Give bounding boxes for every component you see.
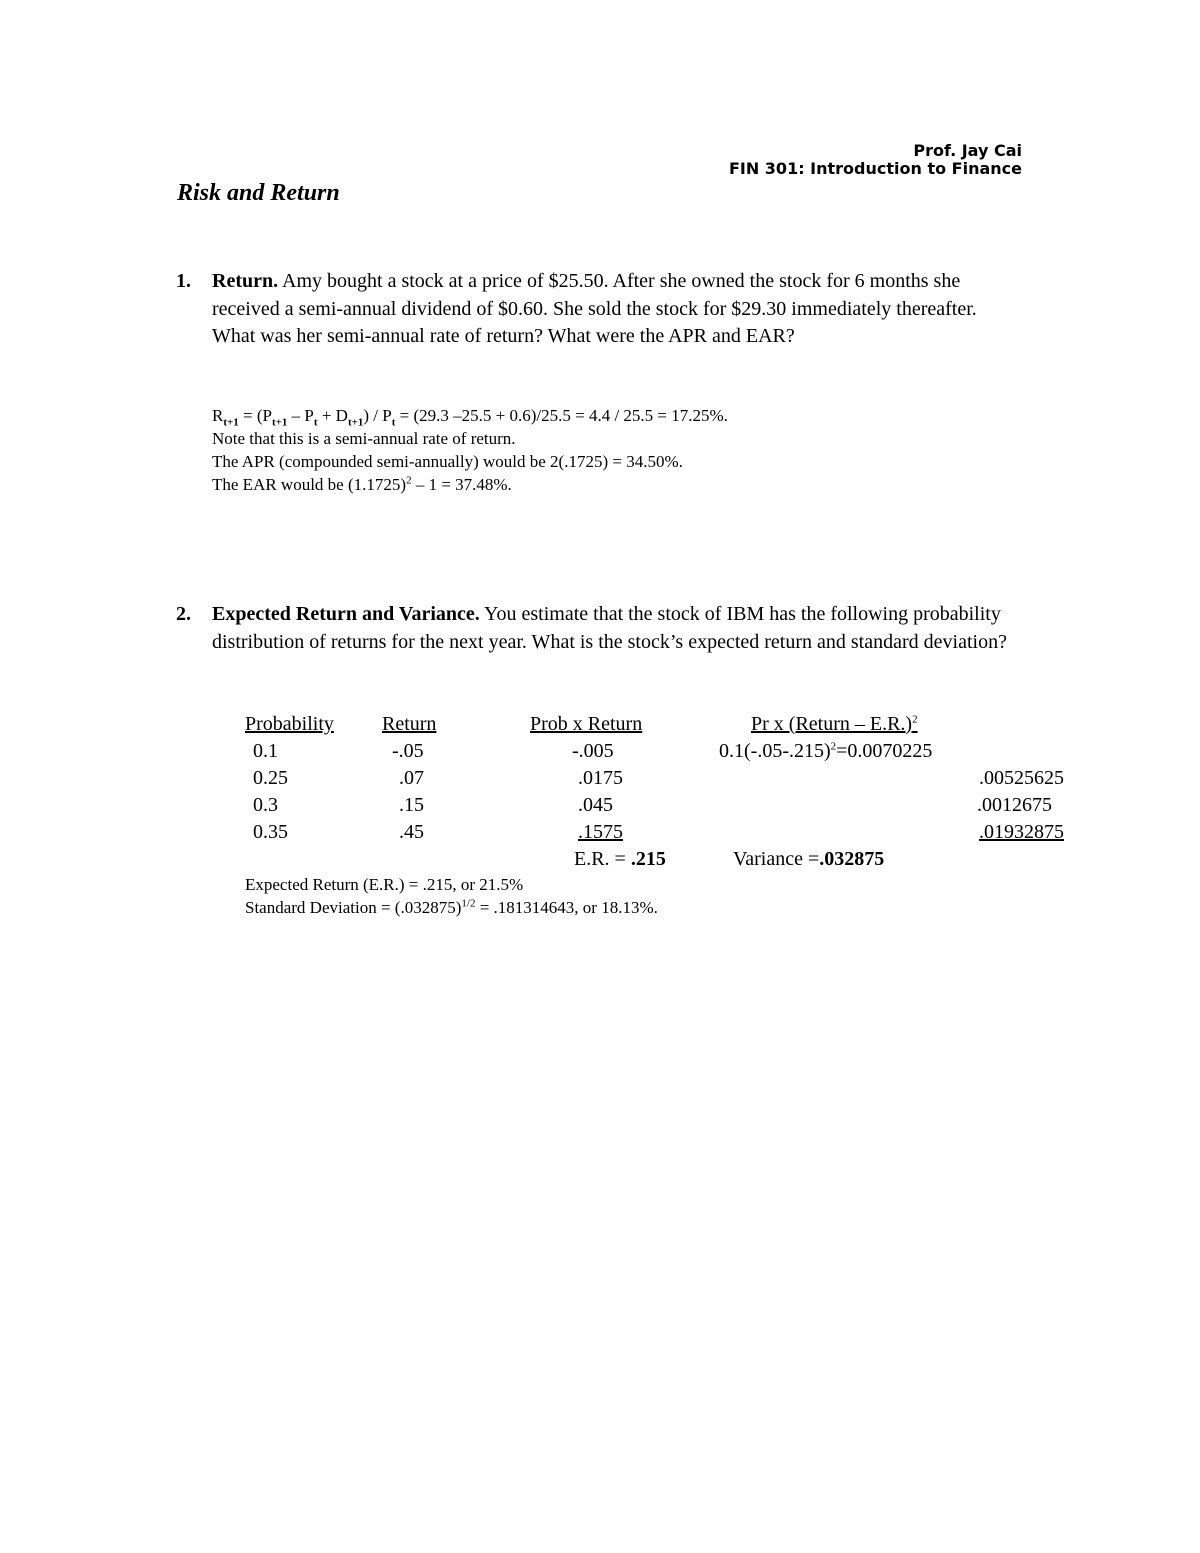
variance-total: Variance =.032875 <box>733 848 885 870</box>
question-1-body: Amy bought a stock at a price of $25.50. After she owned the stock for 6 months she received a semi-annual dividend of $0.60. She sold the stock for $29.30 immediately thereafter. What was her semi-annual rate of return? What were the APR and EAR? <box>212 270 977 347</box>
cell-return: .45 <box>399 821 424 843</box>
question-1-text <box>212 268 1012 351</box>
answer-2-expected-return: Expected Return (E.R.) = .215, or 21.5% <box>245 875 524 894</box>
question-2-text <box>212 601 1012 656</box>
header-return: Return <box>382 713 437 735</box>
cell-variance-term: .01932875 <box>979 821 1064 843</box>
cell-probability: 0.1 <box>253 740 278 762</box>
question-1-number: 1. <box>176 270 191 292</box>
cell-probability: 0.25 <box>253 767 288 789</box>
professor-name: Prof. Jay Cai <box>913 141 1022 160</box>
header-probability: Probability <box>245 713 334 735</box>
probability-distribution-table <box>245 709 1064 871</box>
cell-prob-x-return: .1575 <box>578 821 623 843</box>
answer-2-standard-deviation: Standard Deviation = $(.032875)^{1/2} = .181314643$, or 18.13%. <box>245 897 658 917</box>
table-row <box>245 763 1064 790</box>
header-pr-x-deviation: Pr x (Return – E.R.)$^2$ <box>751 713 918 735</box>
cell-prob-x-return: -.005 <box>572 740 614 762</box>
table-header-row <box>245 709 1064 736</box>
answer-1-apr: The APR (compounded semi-annually) would be 2(.1725) = 34.50%. <box>212 452 683 471</box>
cell-prob-x-return: .0175 <box>578 767 623 789</box>
cell-variance-term: .0012675 <box>977 794 1052 816</box>
question-2-body: You estimate that the stock of IBM has the following probability distribution of returns for the next year. What is the stock’s expected return and standard deviation? <box>212 603 1007 653</box>
cell-prob-x-return: .045 <box>578 794 613 816</box>
cell-return: .15 <box>399 794 424 816</box>
table-row <box>245 790 1064 817</box>
answer-1-ear: The EAR would be $(1.1725)^2 - 1 = 37.48\%$. <box>212 474 512 494</box>
cell-variance-term: $0.1(-.05-.215)^2=0.0070225$ <box>719 740 933 762</box>
header-prob-x-return: Prob x Return <box>530 713 643 735</box>
document-title: Risk and Return <box>177 180 340 206</box>
course-name: FIN 301: Introduction to Finance <box>728 159 1022 178</box>
answer-1-formula: $R_{t+1} = (P_{t+1} - P_t + D_{t+1}) / P_t = (29.3$ –25.5 + 0.6)/25.5 = 4.4 / 25.5 = 17.25%. <box>212 406 728 429</box>
cell-probability: 0.35 <box>253 821 288 843</box>
expected-return-total: E.R. = .215 <box>574 848 666 870</box>
question-2-number: 2. <box>176 603 191 625</box>
question-2-heading: Expected Return and Variance. <box>212 603 480 625</box>
cell-probability: 0.3 <box>253 794 278 816</box>
question-1-heading: Return. <box>212 270 279 292</box>
answer-1-note: Note that this is a semi-annual rate of return. <box>212 429 516 448</box>
table-row <box>245 736 1064 763</box>
table-row <box>245 817 1064 844</box>
cell-variance-term: .00525625 <box>979 767 1064 789</box>
table-totals-row <box>245 844 1064 871</box>
cell-return: .07 <box>399 767 424 789</box>
cell-return: -.05 <box>392 740 424 762</box>
